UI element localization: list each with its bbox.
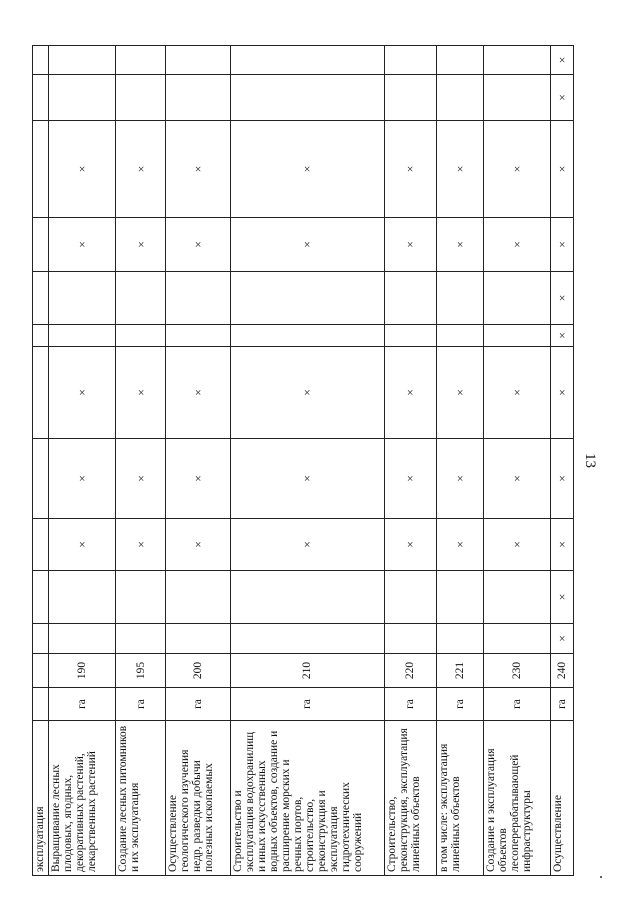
- value-cell: [166, 624, 231, 654]
- value-cell: ×: [484, 121, 551, 218]
- row-label: Осуществление: [551, 721, 574, 876]
- unit-cell: га: [116, 688, 166, 721]
- value-cell: ×: [551, 121, 574, 218]
- row-label: Строительство, реконструкция, эксплуатация линейных объектов: [384, 721, 436, 876]
- value-cell: [384, 272, 436, 325]
- value-cell: [33, 272, 49, 325]
- value-cell: [49, 75, 116, 121]
- value-cell: ×: [384, 519, 436, 571]
- value-cell: ×: [49, 121, 116, 218]
- row-code-cell: 221: [436, 654, 484, 688]
- row-code-cell: 240: [551, 654, 574, 688]
- table-row: [436, 46, 484, 876]
- value-cell: ×: [116, 519, 166, 571]
- table-body: [33, 46, 574, 876]
- unit-cell: га: [484, 688, 551, 721]
- value-cell: [230, 272, 384, 325]
- value-cell: [436, 624, 484, 654]
- value-cell: ×: [384, 347, 436, 439]
- land-use-table: [32, 45, 574, 876]
- row-label: Создание и эксплуатация объектов лесоперерабатывающей инфраструктуры: [484, 721, 551, 876]
- table-row: [49, 46, 116, 876]
- table-row: [33, 46, 49, 876]
- value-cell: [484, 46, 551, 75]
- value-cell: [166, 75, 231, 121]
- value-cell: [436, 325, 484, 347]
- table-row: [384, 46, 436, 876]
- value-cell: [384, 325, 436, 347]
- value-cell: [33, 571, 49, 624]
- value-cell: [230, 75, 384, 121]
- value-cell: ×: [166, 439, 231, 519]
- value-cell: [484, 75, 551, 121]
- value-cell: [384, 624, 436, 654]
- value-cell: ×: [49, 218, 116, 272]
- row-code-cell: 195: [116, 654, 166, 688]
- value-cell: ×: [484, 218, 551, 272]
- value-cell: [33, 519, 49, 571]
- value-cell: [33, 75, 49, 121]
- value-cell: [436, 272, 484, 325]
- rotated-table-container: [32, 46, 574, 876]
- value-cell: ×: [116, 218, 166, 272]
- value-cell: [116, 571, 166, 624]
- table-row: [166, 46, 231, 876]
- value-cell: ×: [551, 439, 574, 519]
- value-cell: ×: [484, 439, 551, 519]
- value-cell: [49, 272, 116, 325]
- value-cell: ×: [551, 272, 574, 325]
- unit-cell: га: [49, 688, 116, 721]
- value-cell: ×: [436, 439, 484, 519]
- value-cell: [230, 571, 384, 624]
- value-cell: ×: [551, 75, 574, 121]
- value-cell: ×: [384, 439, 436, 519]
- value-cell: [116, 624, 166, 654]
- value-cell: ×: [230, 121, 384, 218]
- value-cell: [484, 325, 551, 347]
- value-cell: [166, 325, 231, 347]
- value-cell: ×: [166, 347, 231, 439]
- scan-speck: [600, 876, 602, 878]
- value-cell: [484, 624, 551, 654]
- value-cell: ×: [551, 571, 574, 624]
- value-cell: ×: [436, 218, 484, 272]
- value-cell: [33, 439, 49, 519]
- value-cell: [484, 272, 551, 325]
- value-cell: ×: [49, 347, 116, 439]
- unit-cell: га: [166, 688, 231, 721]
- value-cell: [484, 571, 551, 624]
- value-cell: [230, 624, 384, 654]
- table-row: [116, 46, 166, 876]
- value-cell: ×: [166, 218, 231, 272]
- row-code-cell: 190: [49, 654, 116, 688]
- value-cell: [166, 272, 231, 325]
- value-cell: [116, 272, 166, 325]
- value-cell: [33, 46, 49, 75]
- value-cell: ×: [551, 218, 574, 272]
- value-cell: [384, 46, 436, 75]
- value-cell: [33, 121, 49, 218]
- value-cell: ×: [166, 121, 231, 218]
- unit-cell: га: [551, 688, 574, 721]
- row-label: в том числе: эксплуатация линейных объектов: [436, 721, 484, 876]
- row-label: Строительство и эксплуатация водохранилищ и иных искусственных водных объектов, создание и расширение морских и речных портов, строительство, реконструкция и эксплуатация гидротехнических сооружений: [230, 721, 384, 876]
- value-cell: [33, 347, 49, 439]
- unit-cell: га: [230, 688, 384, 721]
- value-cell: ×: [230, 347, 384, 439]
- value-cell: [384, 571, 436, 624]
- row-label: Осуществление геологического изучения недр, разведки добычи полезных ископаемых: [166, 721, 231, 876]
- value-cell: ×: [49, 519, 116, 571]
- value-cell: ×: [230, 218, 384, 272]
- row-code-cell: 200: [166, 654, 231, 688]
- row-label: эксплуатация: [33, 721, 49, 876]
- value-cell: ×: [116, 121, 166, 218]
- value-cell: ×: [384, 218, 436, 272]
- value-cell: [166, 571, 231, 624]
- value-cell: ×: [551, 325, 574, 347]
- value-cell: [116, 325, 166, 347]
- value-cell: ×: [230, 519, 384, 571]
- value-cell: ×: [551, 46, 574, 75]
- unit-cell: га: [436, 688, 484, 721]
- value-cell: ×: [230, 439, 384, 519]
- value-cell: ×: [116, 347, 166, 439]
- value-cell: ×: [116, 439, 166, 519]
- value-cell: [384, 75, 436, 121]
- value-cell: [230, 46, 384, 75]
- row-code-cell: 230: [484, 654, 551, 688]
- table-row: [230, 46, 384, 876]
- value-cell: [49, 46, 116, 75]
- value-cell: ×: [551, 519, 574, 571]
- page-number: 13: [582, 453, 598, 468]
- row-code-cell: 210: [230, 654, 384, 688]
- value-cell: [49, 325, 116, 347]
- value-cell: ×: [384, 121, 436, 218]
- value-cell: [436, 46, 484, 75]
- unit-cell: га: [384, 688, 436, 721]
- value-cell: [116, 75, 166, 121]
- value-cell: [116, 46, 166, 75]
- value-cell: ×: [484, 347, 551, 439]
- value-cell: [436, 75, 484, 121]
- value-cell: ×: [436, 347, 484, 439]
- row-code-cell: [33, 654, 49, 688]
- value-cell: ×: [436, 519, 484, 571]
- value-cell: ×: [551, 624, 574, 654]
- table-row: [484, 46, 551, 876]
- value-cell: [230, 325, 384, 347]
- value-cell: ×: [484, 519, 551, 571]
- value-cell: ×: [551, 347, 574, 439]
- value-cell: [166, 46, 231, 75]
- value-cell: [436, 571, 484, 624]
- value-cell: ×: [166, 519, 231, 571]
- value-cell: [33, 624, 49, 654]
- value-cell: [33, 325, 49, 347]
- value-cell: ×: [49, 439, 116, 519]
- value-cell: [33, 218, 49, 272]
- table-row: [551, 46, 574, 876]
- value-cell: ×: [436, 121, 484, 218]
- row-code-cell: 220: [384, 654, 436, 688]
- unit-cell: [33, 688, 49, 721]
- row-label: Создание лесных питомников и их эксплуатация: [116, 721, 166, 876]
- row-label: Выращивание лесных плодовых, ягодных, декоративных растений, лекарственных растений: [49, 721, 116, 876]
- value-cell: [49, 571, 116, 624]
- value-cell: [49, 624, 116, 654]
